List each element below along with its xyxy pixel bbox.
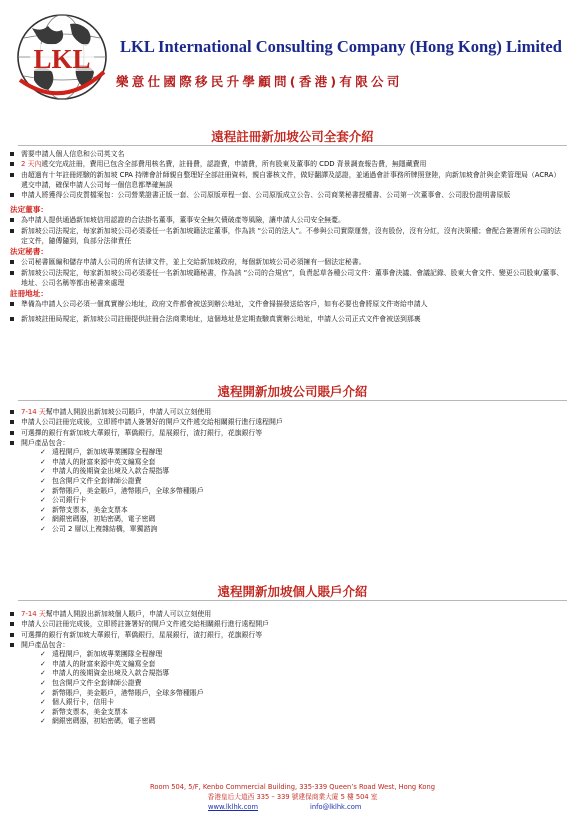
- checkmark-icon: ✓: [40, 717, 46, 726]
- square-bullet-icon: [10, 612, 14, 616]
- square-bullet-icon: [10, 431, 14, 435]
- item-text: 新加坡公司法規定，每家新加坡公司必須委任一名新加坡籍法定董事，作為該 “公司的法人”。不參與公司實際運營，沒有股份，沒有分紅，沒有決策權；會配合簽署所有公司的法定文件，隨傳隨到，負部分法律責任: [21, 226, 561, 246]
- checkmark-icon: ✓: [40, 669, 46, 678]
- list-item: [10, 159, 566, 169]
- checkmark-icon: ✓: [40, 688, 46, 697]
- item-text: 可選擇的銀行有新加坡大華銀行，華僑銀行，星展銀行，渣打銀行，花旗銀行等: [21, 630, 263, 639]
- section-divider: [18, 145, 567, 146]
- checklist-item: [40, 458, 566, 468]
- item-text: 新加坡公司法規定，每家新加坡公司必須委任一名新加坡籍秘書，作為該 “公司的合規官”，負責起草各種公司文件：董事會決議、會議記錄、股東大會文件、變更公司股東/董事、地址、公司名稱等都由秘書來處理: [21, 268, 564, 287]
- checkmark-icon: ✓: [40, 650, 46, 659]
- square-bullet-icon: [10, 218, 14, 222]
- section-title-company-registration: 遠程註冊新加坡公司全套介紹: [211, 129, 374, 144]
- checklist-text: 公司銀行卡: [52, 496, 87, 505]
- list-item: [10, 190, 566, 200]
- item-text: 由超過有十年註冊經驗的新加坡 CPA 持牌會計師親自整理好全部註冊資料，親自審核文件，做好翻譯及認證，並通過會計事務所牌照登陸，向新加坡會計與企業管理局（ACRA）遞交申請，確保申請人公司每一個信息都準確無誤: [21, 170, 561, 189]
- checklist-item: [40, 525, 566, 535]
- personal-account-list: [10, 609, 566, 727]
- section-title-company-account: 遠程開新加坡公司賬戶介紹: [217, 384, 368, 399]
- list-item: [10, 299, 566, 309]
- list-item: [10, 619, 566, 629]
- section-divider: [18, 600, 567, 601]
- square-bullet-icon: [10, 152, 14, 156]
- checklist-wrapper: [10, 650, 566, 727]
- checklist-item: [40, 515, 566, 525]
- square-bullet-icon: [10, 193, 14, 197]
- globe-logo-icon: [12, 10, 112, 105]
- company-account-list: [10, 407, 566, 535]
- checklist-item: [40, 679, 566, 689]
- checklist-text: 網銀密碼器，初始密碼，電子密碼: [52, 515, 156, 524]
- list-item: [10, 417, 566, 427]
- checklist-item: [40, 448, 566, 458]
- company-name-chinese: 樂意仕國際移民升學顧問(香港)有限公司: [116, 74, 403, 89]
- square-bullet-icon: [10, 271, 14, 275]
- checklist-text: 公司 2 層以上複雜結構，單獨諮詢: [52, 524, 158, 533]
- footer-address-english: Room 504, 5/F, Kenbo Commercial Building, 335-339 Queen’s Road West, Hong Kong: [150, 783, 435, 791]
- checklist-wrapper: [10, 448, 566, 534]
- website-link[interactable]: www.lklhk.com: [208, 803, 259, 811]
- checkmark-icon: ✓: [40, 505, 46, 514]
- checklist-item: [40, 467, 566, 477]
- checklist-text: 網銀密碼器，初始密碼，電子密碼: [52, 717, 156, 726]
- checklist-text: 申請人的財富來源中英文編寫全套: [52, 659, 156, 668]
- checkmark-icon: ✓: [40, 678, 46, 687]
- item-text: 開戶產品包含：: [21, 438, 70, 447]
- square-bullet-icon: [10, 441, 14, 445]
- checkmark-icon: ✓: [40, 467, 46, 476]
- checkmark-icon: ✓: [40, 457, 46, 466]
- section-divider: [18, 400, 567, 401]
- list-item: [10, 257, 566, 267]
- checklist-item: [40, 708, 566, 718]
- highlight-text: 7-14 天: [21, 610, 46, 618]
- list-item: [10, 407, 566, 417]
- square-bullet-icon: [10, 633, 14, 637]
- checklist-item: [40, 487, 566, 497]
- subsection-heading: 註冊地址：: [10, 289, 48, 299]
- section-title-personal-account: 遠程開新加坡個人賬戶介紹: [217, 584, 368, 599]
- footer: [0, 782, 585, 812]
- checklist-text: 申請人的財富來源中英文編寫全套: [52, 457, 156, 466]
- checklist-item: [40, 660, 566, 670]
- list-item: [10, 149, 566, 159]
- item-text: 申請人將獲得公司皮質檔案包：公司營業證書正版一套、公司原版章程一套、公司原版成立公告、公司商業秘書授權書、公司第一次董事會、公司股份證明書原版: [21, 191, 511, 200]
- square-bullet-icon: [10, 317, 14, 321]
- item-text: 需要申請人個人信息和公司英文名: [21, 150, 125, 158]
- checklist-text: 包含開戶文件全套律師公證費: [52, 476, 142, 485]
- list-item: [10, 609, 566, 619]
- checklist-text: 新幣支票本，美金支票本: [52, 707, 128, 716]
- checkmark-icon: ✓: [40, 698, 46, 707]
- item-text: 為申請人提供通過新加坡信用認證的合法掛名董事，董事安全無欠債破產等風險，讓申請人公司安全無憂。: [21, 216, 345, 225]
- checkmark-icon: ✓: [40, 515, 46, 524]
- checkmark-icon: ✓: [40, 476, 46, 485]
- checklist-item: [40, 650, 566, 660]
- checkmark-icon: ✓: [40, 707, 46, 716]
- checkmark-icon: ✓: [40, 486, 46, 495]
- checkmark-icon: ✓: [40, 448, 46, 457]
- square-bullet-icon: [10, 643, 14, 647]
- checklist-item: [40, 506, 566, 516]
- checklist-text: 包含開戶文件全套律師公證費: [52, 678, 142, 687]
- checkmark-icon: ✓: [40, 496, 46, 505]
- letterhead: [0, 0, 585, 112]
- item-text: 幫申請人開設出新加坡公司賬戶，申請人可以立刻使用: [45, 408, 212, 416]
- footer-address-chinese: 香港皇后大道西 335 – 339 號建保商業大廈 5 樓 504 室: [207, 793, 378, 801]
- checklist-text: 新幣支票本，美金支票本: [52, 505, 128, 514]
- item-text: 遞交完成註冊，費用已包含全部費用核名費，註冊費，認證費，申請費，所有股東及董事的 CDD 背景調查報告費，無隱藏費用: [41, 160, 427, 169]
- item-text: 新加坡註冊局規定，新加坡公司註冊提供註冊合法商業地址，這個地址是定期查驗真實辦公地址，申請人公司正式文件會被送到那裏: [21, 314, 421, 323]
- highlight-text: 2 天內: [21, 160, 42, 169]
- product-checklist: [10, 448, 566, 534]
- checklist-item: [40, 477, 566, 487]
- checklist-text: 新幣賬戶，美金賬戶，港幣賬戶，全球多幣種賬戶: [52, 688, 204, 697]
- square-bullet-icon: [10, 302, 14, 306]
- item-text: 準備為申請人公司必須一個真實辦公地址，政府文件都會被送到辦公地址，文件會掃描發送給客戶，如有必要也會將原文件寄給申請人: [21, 300, 428, 309]
- item-text: 幫申請人開設出新加坡個人賬戶，申請人可以立刻使用: [45, 610, 212, 618]
- square-bullet-icon: [10, 410, 14, 414]
- list-item: [10, 428, 566, 438]
- checklist-text: 申請人的後期資金出境及入款合規指導: [52, 669, 170, 678]
- item-text: 申請人公司註冊完成後，立即將申請人簽署好的開戶文件遞交給相關銀行進行遠程開戶: [21, 418, 283, 427]
- company-registration-list: [10, 149, 566, 324]
- item-text: 可選擇的銀行有新加坡大華銀行，華僑銀行，星展銀行，渣打銀行，花旗銀行等: [21, 428, 263, 437]
- list-item: [10, 215, 566, 225]
- item-text: 開戶產品包含：: [21, 640, 70, 649]
- list-item: [10, 438, 566, 448]
- highlight-text: 7-14 天: [21, 408, 46, 416]
- checklist-item: [40, 689, 566, 699]
- checklist-text: 申請人的後期資金出境及入款合規指導: [52, 467, 170, 476]
- list-item: [10, 170, 566, 191]
- checkmark-icon: ✓: [40, 659, 46, 668]
- square-bullet-icon: [10, 229, 14, 233]
- square-bullet-icon: [10, 162, 14, 166]
- logo-text: LKL: [33, 44, 91, 74]
- square-bullet-icon: [10, 622, 14, 626]
- item-text: 公司秘書匯編和儲存申請人公司的所有法律文件，並上交給新加坡政府，每個新加坡公司必須擁有一個法定秘書。: [21, 258, 366, 267]
- checklist-item: [40, 669, 566, 679]
- checklist-text: 個人銀行卡，信用卡: [52, 698, 115, 707]
- list-item: [10, 314, 566, 324]
- subsection-heading: 法定董事：: [10, 205, 48, 215]
- list-item: [10, 226, 566, 247]
- checklist-text: 新幣賬戶，美金賬戶，港幣賬戶，全球多幣種賬戶: [52, 486, 204, 495]
- square-bullet-icon: [10, 420, 14, 424]
- checklist-item: [40, 496, 566, 506]
- checkmark-icon: ✓: [40, 524, 46, 533]
- email-link[interactable]: info@lklhk.com: [310, 803, 362, 811]
- product-checklist: [10, 650, 566, 727]
- checklist-item: [40, 717, 566, 727]
- item-text: 申請人公司註冊完成後，立即將註簽署好的開戶文件遞交給相關銀行進行遠程開戶: [21, 620, 270, 629]
- list-item: [10, 640, 566, 650]
- square-bullet-icon: [10, 173, 14, 177]
- checklist-text: 遠程開戶，新加坡專業團隊全程辦理: [52, 650, 163, 659]
- square-bullet-icon: [10, 260, 14, 264]
- checklist-text: 遠程開戶，新加坡專業團隊全程辦理: [52, 448, 163, 457]
- checklist-item: [40, 698, 566, 708]
- subsection-heading: 法定秘書：: [10, 247, 48, 257]
- list-item: [10, 630, 566, 640]
- list-item: [10, 268, 566, 289]
- company-name-english: LKL International Consulting Company (Hong Kong) Limited: [120, 37, 562, 56]
